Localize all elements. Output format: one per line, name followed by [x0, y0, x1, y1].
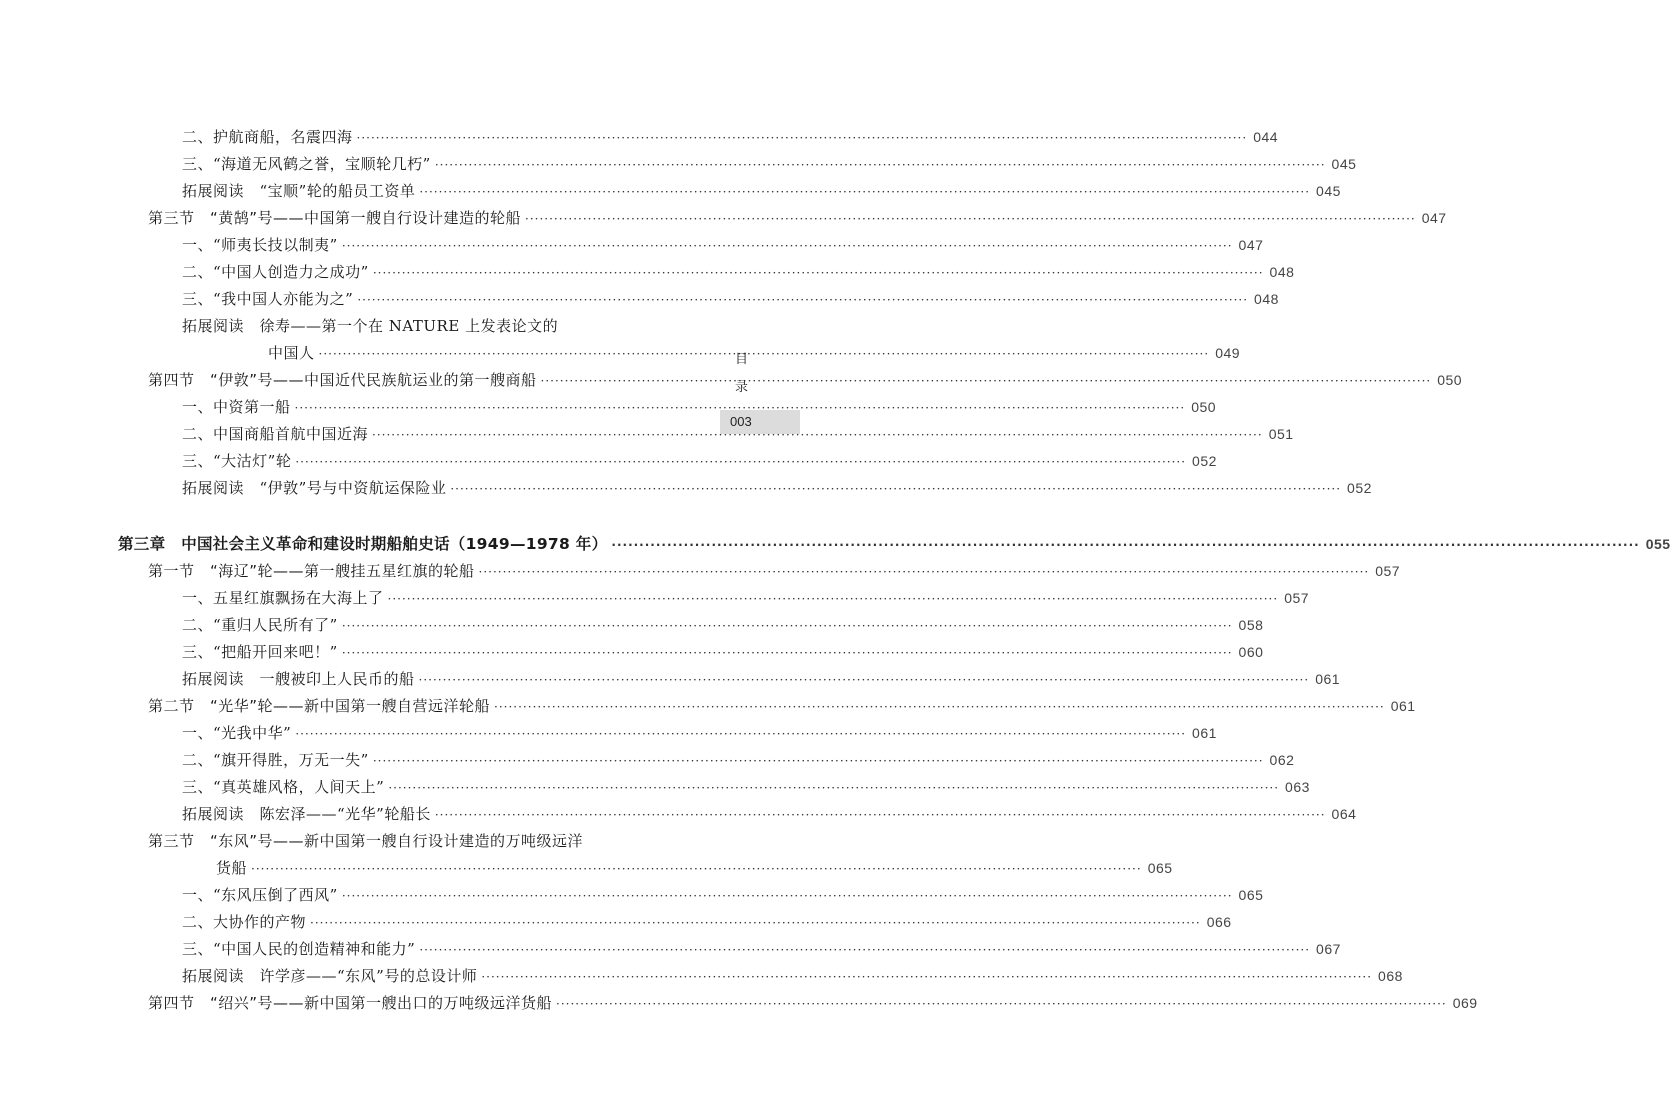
leader-dots: [357, 131, 1248, 145]
leader-dots: [342, 619, 1233, 633]
toc-entry-title: 二、“旗开得胜，万无一失”: [182, 751, 369, 769]
leader-dots: [435, 158, 1326, 172]
toc-entry[interactable]: [182, 641, 1264, 665]
leader-dots: [310, 916, 1201, 930]
toc-entry-title: 二、“中国人创造力之成功”: [182, 263, 369, 281]
toc-entry[interactable]: [182, 938, 1341, 962]
toc-section[interactable]: [148, 992, 1478, 1016]
toc-entry-title: 一、“东风压倒了西风”: [182, 886, 338, 904]
toc-page-number: 065: [1238, 887, 1264, 903]
toc-entry[interactable]: [182, 450, 1217, 474]
toc-page-number: 061: [1315, 671, 1341, 687]
leader-dots: [342, 889, 1233, 903]
toc-entry-title: 中国人: [268, 344, 315, 362]
leader-dots: [295, 455, 1186, 469]
toc-page-number: 050: [1437, 372, 1463, 388]
leader-dots: [388, 781, 1279, 795]
leader-dots: [373, 754, 1264, 768]
toc-entry-title: 二、护航商船，名震四海: [182, 128, 353, 146]
toc-page-number: 048: [1269, 264, 1295, 280]
toc-page-number: 047: [1238, 237, 1264, 253]
toc-entry-title: 第四节 “伊敦”号——中国近代民族航运业的第一艘商船: [148, 371, 537, 389]
leader-dots: [342, 646, 1233, 660]
toc-page-number: 057: [1284, 590, 1310, 606]
toc-section[interactable]: [148, 695, 1416, 719]
leader-dots: [435, 808, 1326, 822]
toc-page-number: 062: [1269, 752, 1295, 768]
toc-page-number: 058: [1238, 617, 1264, 633]
toc-entry[interactable]: [182, 668, 1341, 692]
toc-entry[interactable]: [182, 234, 1264, 258]
toc-entry-title: 第二节 “光华”轮——新中国第一艘自营远洋轮船: [148, 697, 491, 715]
side-label-lu: 录: [735, 380, 749, 395]
toc-page-number: 045: [1316, 183, 1341, 199]
toc-entry-title: 拓展阅读 “伊敦”号与中资航运保险业: [182, 479, 447, 497]
leader-dots: [541, 374, 1432, 388]
toc-section-continuation[interactable]: [216, 857, 1173, 881]
toc-entry[interactable]: [182, 965, 1403, 989]
leader-dots: [479, 565, 1370, 579]
toc-page-number: 047: [1421, 210, 1447, 226]
toc-entry-title: 拓展阅读 “宝顺”轮的船员工资单: [182, 182, 416, 200]
toc-entry-title: 拓展阅读 陈宏泽——“光华”轮船长: [182, 805, 431, 823]
toc-entry-continuation[interactable]: [268, 342, 1241, 366]
toc-entry-title: 第四节 “绍兴”号——新中国第一艘出口的万吨级远洋货船: [148, 994, 553, 1012]
toc-entry[interactable]: [182, 587, 1310, 611]
toc-entry-title: 第一节 “海辽”轮——第一艘挂五星红旗的轮船: [148, 562, 475, 580]
toc-section[interactable]: [148, 207, 1447, 231]
toc-entry-title: 三、“我中国人亦能为之”: [182, 290, 354, 308]
toc-entry[interactable]: [182, 722, 1217, 746]
toc-chapter[interactable]: [118, 532, 1671, 556]
toc-page-number: 063: [1285, 779, 1310, 795]
toc-section[interactable]: [148, 560, 1401, 584]
toc-page-number: 055: [1645, 536, 1671, 552]
toc-entry[interactable]: [182, 776, 1310, 800]
toc-section[interactable]: [148, 369, 1463, 393]
toc-entry-title: 三、“中国人民的创造精神和能力”: [182, 940, 416, 958]
toc-page-number: 065: [1147, 860, 1173, 876]
toc-entry-title: 一、五星红旗飘扬在大海上了: [182, 589, 384, 607]
toc-entry-title: 第三节 “黄鹄”号——中国第一艘自行设计建造的轮船: [148, 209, 522, 227]
side-label-mu: 目: [735, 352, 749, 367]
leader-dots: [419, 185, 1310, 199]
toc-page-number: 048: [1254, 291, 1279, 307]
toc-page-number: 061: [1192, 725, 1217, 741]
toc-entry[interactable]: [182, 126, 1279, 150]
toc-page-number: 057: [1375, 563, 1401, 579]
toc-entry[interactable]: [182, 884, 1264, 908]
toc-entry[interactable]: [182, 911, 1232, 935]
toc-entry[interactable]: [182, 477, 1372, 501]
toc-entry-first-line[interactable]: [182, 315, 687, 339]
toc-page-number: 045: [1331, 156, 1357, 172]
leader-dots: [419, 943, 1310, 957]
leader-dots: [494, 700, 1385, 714]
toc-section-first-line[interactable]: [148, 830, 687, 854]
toc-page-number: 067: [1316, 941, 1341, 957]
leader-dots: [373, 266, 1264, 280]
toc-entry-title: 拓展阅读 一艘被印上人民币的船: [182, 670, 415, 688]
leader-dots: [251, 862, 1142, 876]
toc-page-number: 068: [1378, 968, 1403, 984]
leader-dots: [525, 212, 1416, 226]
leader-dots: [556, 997, 1447, 1011]
leader-dots: [481, 970, 1372, 984]
toc-page-number: 049: [1215, 345, 1241, 361]
toc-entry[interactable]: [182, 423, 1294, 447]
toc-entry-title: 三、“大沽灯”轮: [182, 452, 292, 470]
toc-entry[interactable]: [182, 803, 1357, 827]
toc-page-number: 060: [1238, 644, 1264, 660]
toc-page-number: 044: [1253, 129, 1279, 145]
page-number-tab: 003: [720, 410, 800, 434]
toc-page-number: 064: [1331, 806, 1357, 822]
toc-entry-title: 第三节 “东风”号——新中国第一艘自行设计建造的万吨级远洋: [148, 832, 584, 850]
toc-entry-title: 货船: [216, 859, 248, 877]
toc-page-number: 061: [1390, 698, 1416, 714]
toc-page-number: 069: [1452, 995, 1478, 1011]
toc-entry-title: 二、中国商船首航中国近海: [182, 425, 369, 443]
toc-entry-title: 拓展阅读 徐寿——第一个在 NATURE 上发表论文的: [182, 317, 559, 335]
toc-entry[interactable]: [182, 288, 1279, 312]
toc-page-number: 052: [1192, 453, 1217, 469]
leader-dots: [388, 592, 1279, 606]
leader-dots: [319, 347, 1210, 361]
toc-entry-title: 三、“海道无风鹤之誉，宝顺轮几朽”: [182, 155, 431, 173]
toc-entry-title: 一、“光我中华”: [182, 724, 292, 742]
toc-entry-title: 二、大协作的产物: [182, 913, 307, 931]
leader-dots: [419, 673, 1310, 687]
toc-page-number: 052: [1347, 480, 1372, 496]
toc-entry-title: 一、中资第一船: [182, 398, 291, 416]
leader-dots: [295, 727, 1186, 741]
toc-entry[interactable]: [182, 180, 1341, 204]
toc-entry[interactable]: [182, 396, 1217, 420]
toc-page-number: 051: [1268, 426, 1294, 442]
leader-dots: [342, 239, 1233, 253]
toc-entry-title: 三、“把船开回来吧！”: [182, 643, 338, 661]
toc-entry-title: 第三章 中国社会主义革命和建设时期船舶史话（1949—1978 年）: [118, 535, 608, 553]
toc-entry[interactable]: [182, 614, 1264, 638]
leader-dots: [450, 482, 1341, 496]
toc-page-number: 066: [1206, 914, 1232, 930]
leader-dots: [611, 538, 1639, 552]
toc-entry-title: 一、“师夷长技以制夷”: [182, 236, 338, 254]
toc-page-number: 050: [1191, 399, 1217, 415]
leader-dots: [372, 428, 1263, 442]
toc-entry[interactable]: [182, 749, 1295, 773]
leader-dots: [357, 293, 1248, 307]
toc-entry[interactable]: [182, 153, 1357, 177]
toc-entry-title: 拓展阅读 许学彦——“东风”号的总设计师: [182, 967, 478, 985]
toc-entry-title: 三、“真英雄风格，人间天上”: [182, 778, 385, 796]
toc-entry[interactable]: [182, 261, 1295, 285]
toc-entry-title: 二、“重归人民所有了”: [182, 616, 338, 634]
